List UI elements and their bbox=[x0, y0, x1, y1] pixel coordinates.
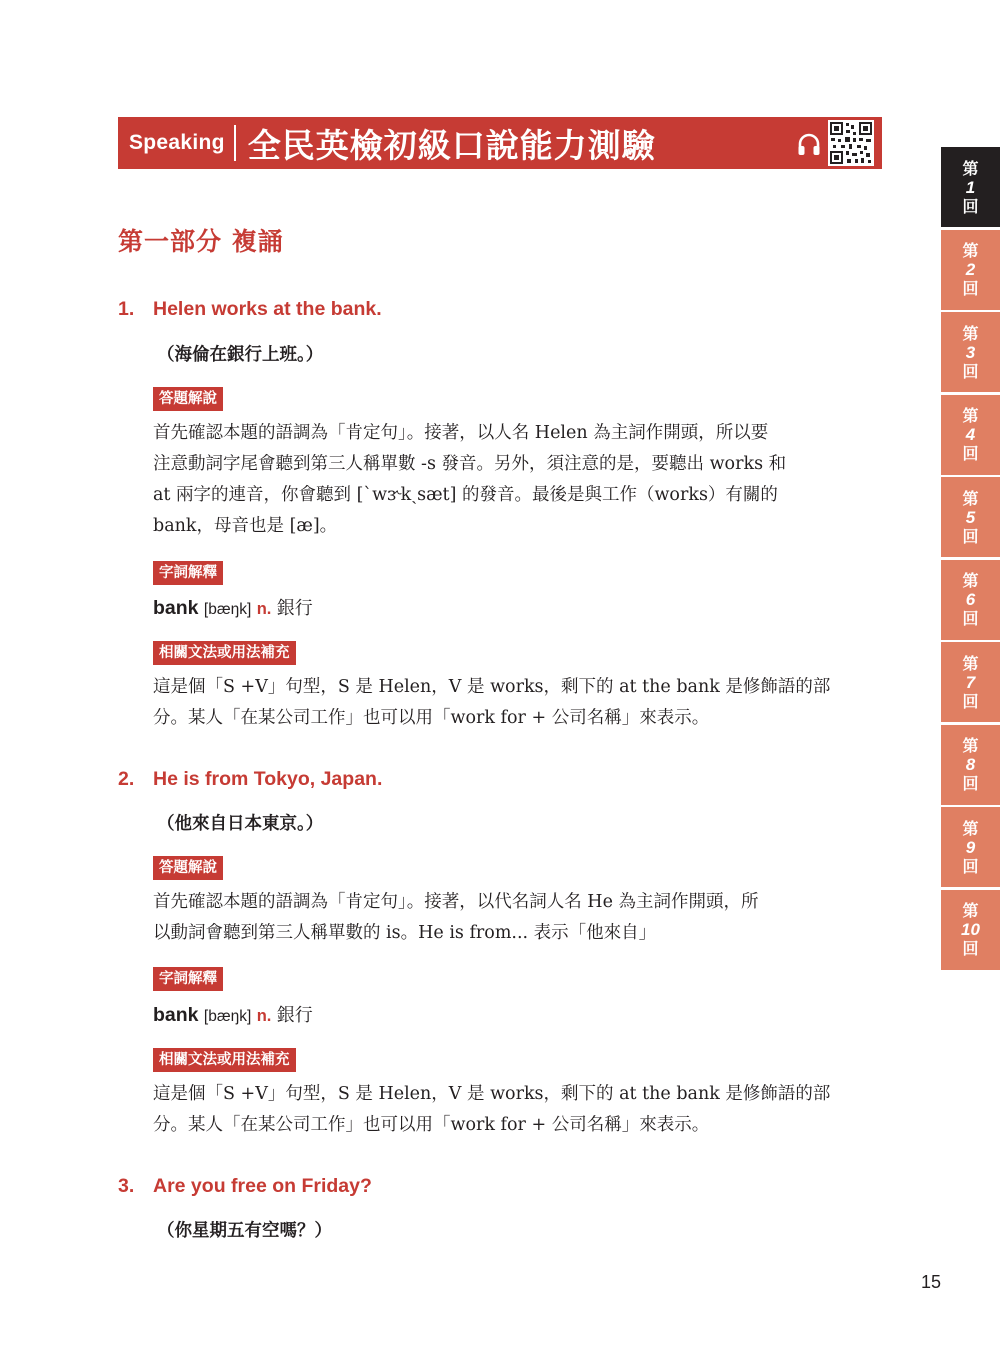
answer-line: 首先確認本題的語調為「肯定句」。接著，以代名詞人名 He 為主詞作開頭，所 bbox=[153, 892, 759, 912]
vocab-pos: n. bbox=[256, 1007, 272, 1025]
tab-round-9[interactable]: 第 9 回 bbox=[941, 807, 1000, 887]
question-text: Are you free on Friday? bbox=[153, 1175, 372, 1197]
question-2-answer bbox=[153, 887, 887, 949]
question-2-vocab bbox=[153, 1001, 313, 1027]
answer-line: 以動詞會聽到第三人稱單數的 is。He is from... 表示「他來自」 bbox=[153, 923, 657, 943]
grammar-line: 分。某人「在某公司工作」也可以用「work for + 公司名稱」來表示。 bbox=[153, 708, 710, 728]
page-number: 15 bbox=[921, 1272, 942, 1292]
tab-round-10[interactable]: 第 10 回 bbox=[941, 890, 1000, 970]
question-1-sentence bbox=[118, 298, 382, 321]
vocab-phonetic: [bæŋk] bbox=[203, 1008, 252, 1025]
answer-line: 首先確認本題的語調為「肯定句」。接著，以人名 Helen 為主詞作開頭，所以要 bbox=[153, 423, 769, 443]
vocab-phonetic: [bæŋk] bbox=[203, 601, 252, 618]
vocab-meaning: 銀行 bbox=[276, 598, 313, 619]
vocab-meaning: 銀行 bbox=[276, 1005, 313, 1026]
grammar-line: 這是個「S +V」句型，S 是 Helen，V 是 works，剩下的 at the bank 是修飾語的部 bbox=[153, 677, 831, 697]
question-text: Helen works at the bank. bbox=[153, 298, 382, 320]
tab-round-5[interactable]: 第 5 回 bbox=[941, 477, 1000, 557]
tab-round-4[interactable]: 第 4 回 bbox=[941, 395, 1000, 475]
tab-round-7[interactable]: 第 7 回 bbox=[941, 642, 1000, 722]
grammar-line: 分。某人「在某公司工作」也可以用「work for + 公司名稱」來表示。 bbox=[153, 1115, 710, 1135]
vocab-label: 字詞解釋 bbox=[153, 967, 223, 991]
banner-tag: Speaking bbox=[129, 131, 225, 154]
vocab-pos: n. bbox=[256, 600, 272, 618]
grammar-label: 相關文法或用法補充 bbox=[153, 1048, 296, 1072]
question-3-translation: （你星期五有空嗎？） bbox=[157, 1221, 332, 1241]
answer-label: 答題解說 bbox=[153, 856, 223, 880]
grammar-line: 這是個「S +V」句型，S 是 Helen，V 是 works，剩下的 at the bank 是修飾語的部 bbox=[153, 1084, 831, 1104]
question-1-translation: （海倫在銀行上班。） bbox=[157, 345, 324, 365]
banner-divider bbox=[234, 125, 236, 161]
question-text: He is from Tokyo, Japan. bbox=[153, 768, 383, 790]
question-3-sentence bbox=[118, 1175, 372, 1198]
grammar-label: 相關文法或用法補充 bbox=[153, 641, 296, 665]
question-2-grammar bbox=[153, 1079, 887, 1141]
tab-round-8[interactable]: 第 8 回 bbox=[941, 725, 1000, 805]
tab-round-1[interactable]: 第 1 回 bbox=[941, 147, 1000, 227]
qr-code-icon[interactable] bbox=[828, 120, 874, 166]
headphones-icon bbox=[796, 131, 822, 157]
question-2-sentence bbox=[118, 768, 382, 791]
answer-line: at 兩字的連音，你會聽到 [ˋwɝkˏsæt] 的發音。最後是與工作（works）有關的 bbox=[153, 485, 778, 505]
answer-label: 答題解說 bbox=[153, 387, 223, 411]
question-number: 1. bbox=[118, 298, 135, 320]
question-number: 3. bbox=[118, 1175, 135, 1197]
answer-line: bank，母音也是 [æ]。 bbox=[153, 516, 338, 536]
tab-round-2[interactable]: 第 2 回 bbox=[941, 230, 1000, 310]
vocab-label: 字詞解釋 bbox=[153, 561, 223, 585]
question-1-vocab bbox=[153, 594, 313, 620]
tab-round-6[interactable]: 第 6 回 bbox=[941, 560, 1000, 640]
vocab-word: bank bbox=[153, 1004, 199, 1026]
tab-round-3[interactable]: 第 3 回 bbox=[941, 312, 1000, 392]
answer-line: 注意動詞字尾會聽到第三人稱單數 -s 發音。另外，須注意的是，要聽出 works 和 bbox=[153, 454, 787, 474]
section-title: 第一部分 複誦 bbox=[118, 227, 284, 256]
question-1-answer bbox=[153, 418, 887, 542]
question-number: 2. bbox=[118, 768, 135, 790]
question-1-grammar bbox=[153, 672, 887, 734]
chapter-banner bbox=[118, 117, 882, 169]
vocab-word: bank bbox=[153, 597, 199, 619]
question-2-translation: （他來自日本東京。） bbox=[157, 814, 324, 834]
banner-title: 全民英檢初級口說能力測驗 bbox=[247, 125, 656, 165]
chapter-tabs bbox=[941, 147, 1000, 972]
